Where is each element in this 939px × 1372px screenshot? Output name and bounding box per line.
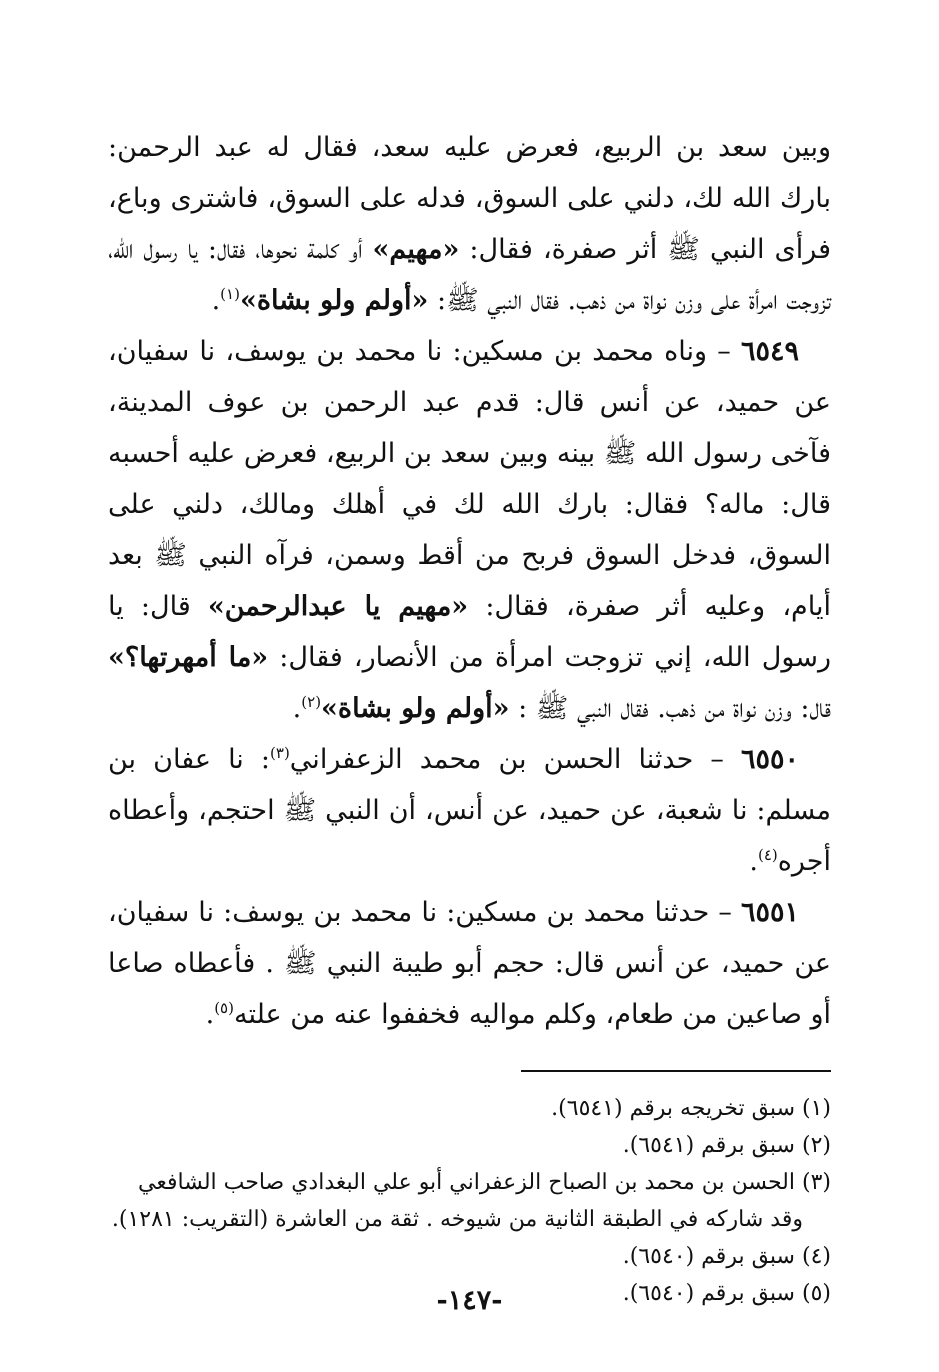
text-run: – وناه محمد بن مسكين: نا محمد بن يوسف، نا سفيان، عن حميد، عن أنس قال: قدم عبد الرحمن بن عوف المدينة، فآخى رسول الله ﷺ بينه وبين سعد بن الربيع، فعرض عليه أحسبه قال: ماله؟ فقال: بارك الله لك في أهلك ومالك، دلني على السوق، فدخل السوق فربح من أقط وسمن، فرآه النبي ﷺ بعد أيام، وعليه أثر صفرة، فقال:	[108, 336, 831, 622]
hadith-number: ٦٥٥١	[740, 897, 799, 928]
quoted-speech: «ما أمهرتها؟»	[108, 642, 269, 673]
footnote-ref[interactable]: (٥)	[214, 999, 234, 1017]
footnote-ref[interactable]: (١)	[220, 285, 240, 303]
hadith-number: ٦٥٥٠	[740, 744, 799, 775]
footnote: (٤) سبق برقم (٦٥٤٠).	[622, 1244, 831, 1269]
footnote-separator	[521, 1070, 831, 1072]
page-number: -١٤٧-	[436, 1285, 503, 1316]
text-run: وبين سعد بن الربيع، فعرض عليه سعد، فقال له عبد الرحمن: بارك الله لك، دلني على السوق، فدله على السوق، فاشترى وباع، فرأى النبي ﷺ أثر صفرة، فقال:	[108, 132, 832, 265]
text-run: – حدثنا محمد بن مسكين: نا محمد بن يوسف: نا سفيان، عن حميد، عن أنس قال: حجم أبو طيبة النبي ﷺ . فأعطاه صاعا أو صاعين من طعام، وكلم مواليه فخففوا عنه من علته	[108, 897, 831, 1030]
main-text	[108, 122, 831, 1040]
quoted-speech: «أولم ولو بشاة»	[321, 693, 510, 724]
paragraph	[108, 326, 831, 734]
quoted-speech: «مهيم يا عبدالرحمن»	[207, 591, 469, 622]
paragraph	[108, 734, 831, 887]
text-run: أو كلمة نحوها، فقال: يا رسول الله، تزوجت امرأة على وزن نواة من ذهب. فقال النبي ﷺ:	[108, 234, 831, 316]
text-run: : نا عفان بن مسلم: نا شعبة، عن حميد، عن أنس، أن النبي ﷺ احتجم، وأعطاه أجره	[108, 744, 831, 877]
text-run: .	[211, 285, 221, 316]
text-run: قال: يا رسول الله، إني تزوجت امرأة من الأنصار، فقال:	[108, 591, 831, 673]
text-run: .	[749, 846, 758, 877]
footnote: (٢) سبق برقم (٦٥٤١).	[622, 1133, 831, 1158]
hadith-number: ٦٥٤٩	[740, 336, 799, 367]
text-run: – حدثنا الحسن بن محمد الزعفراني	[289, 744, 741, 775]
footnote-ref[interactable]: (٣)	[270, 744, 290, 762]
quoted-speech: «مهيم»	[372, 234, 460, 265]
footnote: (٣) الحسن بن محمد بن الصباح الزعفراني أبو علي البغدادي صاحب الشافعي وقد شاركه في الطبقة الثانية من شيوخه . ثقة من العاشرة (التقريب: ١٢٨١).	[111, 1170, 831, 1232]
text-run: .	[205, 999, 215, 1030]
footnote-ref[interactable]: (٤)	[757, 846, 778, 864]
quoted-speech: «أولم ولو بشاة»	[239, 285, 429, 316]
text-run: .	[292, 693, 302, 724]
footnotes	[108, 1090, 831, 1312]
paragraph	[108, 122, 831, 326]
footnote: (١) سبق تخريجه برقم (٦٥٤١).	[551, 1096, 831, 1121]
paragraph	[108, 887, 831, 1040]
text-run: قال: وزن نواة من ذهب. فقال النبي ﷺ :	[509, 693, 831, 724]
footnote-ref[interactable]: (٢)	[301, 693, 322, 711]
footnote: (٥) سبق برقم (٦٥٤٠).	[622, 1281, 831, 1306]
